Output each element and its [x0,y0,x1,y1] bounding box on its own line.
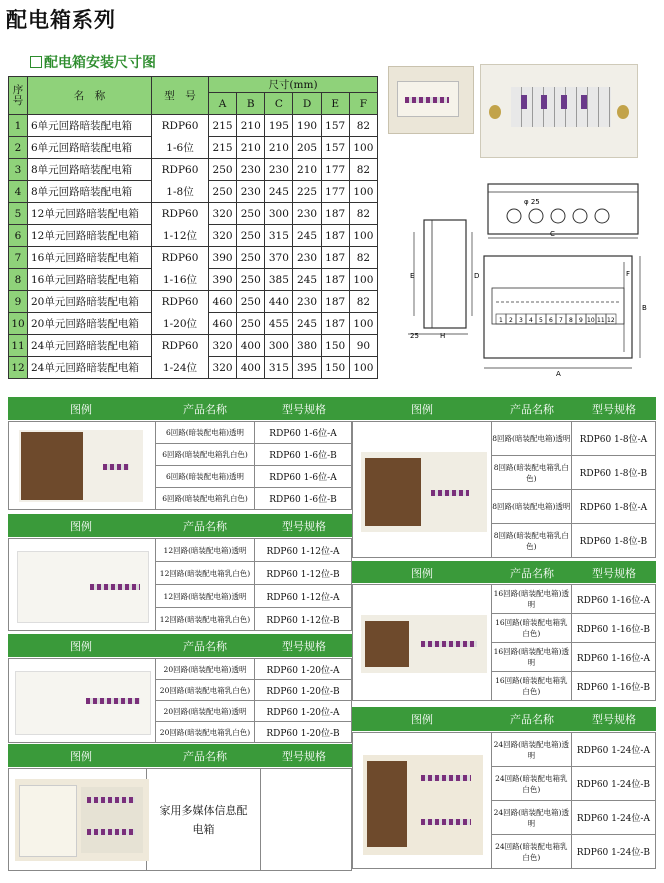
header-image: 图例 [411,567,433,580]
header-spec: 型号规格 [592,713,636,726]
dimension-drawing [384,176,660,386]
product-name: 12回路(暗装配电箱乳白色) [156,562,255,585]
product-photo-media [15,779,149,861]
product-name: 16回路(暗装配电箱)透明 [491,585,571,614]
header-name: 产品名称 [183,520,227,533]
dim-value: 455 [265,313,293,335]
header-spec: 型号规格 [282,640,326,653]
dim-value: 250 [237,269,265,291]
dim-a-label: A [556,370,561,378]
dim-value: 250 [237,313,265,335]
breaker-number: 1 [499,317,503,324]
product-name: 20回路(暗装配电箱)透明 [156,659,255,680]
spec-row [9,357,378,379]
dim-value: 230 [293,247,321,269]
row-product-name: 16单元回路暗装配电箱 [28,247,152,269]
dim-value: 320 [209,357,237,379]
product-name: 8回路(暗装配电箱乳白色) [491,524,571,558]
checkbox-square-icon [30,56,42,68]
dim-value: 90 [349,335,377,357]
dim-value: 370 [265,247,293,269]
top-view-outline [488,184,638,234]
dim-value: 400 [237,357,265,379]
page-title: 配电箱系列 [6,8,116,32]
row-index: 8 [9,269,28,291]
catalog-table-8 [352,421,656,558]
breaker-number: 4 [529,317,533,324]
catalog-header-left-4 [8,744,352,767]
header-image: 图例 [411,713,433,726]
dim-value: 100 [349,137,377,159]
dim-b-label: B [642,304,647,312]
product-name: 6回路(暗装配电箱乳白色) [156,488,255,510]
dim-value: 315 [265,357,293,379]
dim-value: 205 [293,137,321,159]
product-spec: RDP60 1-24位-B [571,767,655,801]
header-image: 图例 [411,403,433,416]
dim-value: 245 [293,225,321,247]
row-index: 11 [9,335,28,357]
header-image: 图例 [70,640,92,653]
dim-value: 100 [349,357,377,379]
row-model: RDP60 [152,291,209,313]
dim-value: 390 [209,247,237,269]
section-subtitle [30,52,156,72]
dim-value: 82 [349,159,377,181]
header-image: 图例 [70,403,92,416]
product-spec: RDP60 1-6位-B [255,444,352,466]
row-model: 1-12位 [152,225,209,247]
dim-h-label: H [440,332,446,340]
catalog-header-left-2 [8,514,352,537]
header-name: 产品名称 [510,713,554,726]
dim-value: 315 [265,225,293,247]
dim-value: 100 [349,269,377,291]
catalog-table-media [8,768,352,871]
breaker-number-row [496,314,616,324]
dim-value: 230 [237,181,265,203]
product-spec: RDP60 1-24位-A [571,733,655,767]
dim-value: 245 [265,181,293,203]
product-photo-12 [17,551,149,623]
row-index: 7 [9,247,28,269]
front-view-outline [484,256,632,358]
spec-row [9,115,378,137]
row-model: 1-16位 [152,269,209,291]
product-name: 8回路(暗装配电箱)透明 [491,422,571,456]
product-spec: RDP60 1-16位-B [571,614,655,643]
row-product-name: 8单元回路暗装配电箱 [28,159,152,181]
spec-row [9,181,378,203]
dim-value: 460 [209,291,237,313]
dim-value: 210 [265,137,293,159]
breaker-number: 2 [509,317,513,324]
product-name: 24回路(暗装配电箱乳白色) [491,767,571,801]
catalog-table-12 [8,538,352,631]
row-model: RDP60 [152,203,209,225]
dim-value: 250 [237,291,265,313]
spec-row [9,159,378,181]
dim-value: 100 [349,313,377,335]
row-model: 1-6位 [152,137,209,159]
breaker-number: 8 [569,317,573,324]
dim-value: 82 [349,115,377,137]
product-name: 6回路(暗装配电箱)透明 [156,422,255,444]
product-spec: RDP60 1-16位-A [571,585,655,614]
dim-value: 230 [237,159,265,181]
product-name: 12回路(暗装配电箱)透明 [156,539,255,562]
product-photo-16 [361,615,487,673]
product-name: 16回路(暗装配电箱)透明 [491,643,571,672]
dim-value: 187 [321,291,349,313]
header-name: 名 称 [28,77,152,115]
product-spec: RDP60 1-16位-A [571,643,655,672]
row-model: RDP60 [152,247,209,269]
product-name: 16回路(暗装配电箱乳白色) [491,672,571,701]
dim-value: 177 [321,181,349,203]
breaker-number: 5 [539,317,543,324]
product-name: 24回路(暗装配电箱)透明 [491,733,571,767]
dim-value: 195 [265,115,293,137]
row-index: 6 [9,225,28,247]
dim-value: 210 [237,137,265,159]
header-spec: 型号规格 [282,520,326,533]
header-col-f: F [349,93,377,115]
dim-value: 150 [321,357,349,379]
dim-value: 225 [293,181,321,203]
header-spec: 型号规格 [592,403,636,416]
dim-value: 215 [209,115,237,137]
spec-row [9,203,378,225]
breaker-number: 11 [597,317,605,324]
dim-value: 250 [237,203,265,225]
dim-value: 100 [349,225,377,247]
header-model: 型 号 [152,77,209,115]
product-name: 20回路(暗装配电箱乳白色) [156,680,255,701]
spec-table [8,76,378,379]
header-spec: 型号规格 [282,750,326,763]
dim-value: 395 [293,357,321,379]
catalog-header-right-1 [352,397,656,420]
dim-value: 187 [321,225,349,247]
spec-row [9,225,378,247]
row-product-name: 6单元回路暗装配电箱 [28,137,152,159]
product-photo-6 [19,430,143,502]
catalog-header-left-1 [8,397,352,420]
dim-value: 380 [293,335,321,357]
header-image: 图例 [70,750,92,763]
dim-value: 150 [321,335,349,357]
breaker-number: 12 [607,317,615,324]
dim-value: 210 [237,115,265,137]
dim-value: 187 [321,247,349,269]
header-col-c: C [265,93,293,115]
dim-value: 82 [349,291,377,313]
dim-value: 250 [209,181,237,203]
product-name: 20回路(暗装配电箱乳白色) [156,722,255,743]
dim-phi-label: φ 25 [524,198,540,206]
row-product-name: 16单元回路暗装配电箱 [28,269,152,291]
product-photo-open-box [388,66,474,134]
breaker-number: 7 [559,317,563,324]
dim-value: 187 [321,269,349,291]
dim-value: 320 [209,225,237,247]
row-index: 12 [9,357,28,379]
product-spec: RDP60 1-6位-B [255,488,352,510]
dim-value: 460 [209,313,237,335]
header-name: 产品名称 [183,403,227,416]
row-index: 2 [9,137,28,159]
knockout-holes [507,209,609,223]
row-product-name: 8单元回路暗装配电箱 [28,181,152,203]
product-spec: RDP60 1-20位-B [255,722,352,743]
header-col-d: D [293,93,321,115]
row-product-name: 24单元回路暗装配电箱 [28,335,152,357]
dim-f-label: F [626,270,631,278]
dim-value: 250 [237,247,265,269]
product-photo-breakers [480,64,638,158]
row-model: 1-20位 [152,313,209,335]
row-index: 10 [9,313,28,335]
dim-c-label: C [550,230,555,238]
product-spec: RDP60 1-6位-A [255,466,352,488]
dim-d-label: D [474,272,480,280]
spec-row [9,291,378,313]
product-spec [260,769,351,871]
dim-value: 250 [237,225,265,247]
side-view-outline [424,220,466,328]
product-spec: RDP60 1-20位-A [255,701,352,722]
row-model: 1-8位 [152,181,209,203]
row-product-name: 6单元回路暗装配电箱 [28,115,152,137]
dim-value: 230 [293,291,321,313]
product-name: 6回路(暗装配电箱乳白色) [156,444,255,466]
spec-row [9,137,378,159]
header-spec: 型号规格 [282,403,326,416]
product-photo-24 [363,755,483,855]
header-col-b: B [237,93,265,115]
product-spec: RDP60 1-12位-A [255,585,352,608]
header-spec: 型号规格 [592,567,636,580]
product-spec: RDP60 1-20位-A [255,659,352,680]
product-name: 8回路(暗装配电箱乳白色) [491,456,571,490]
breaker-number: 9 [579,317,583,324]
catalog-header-left-3 [8,634,352,657]
dim-e-label: E [410,272,415,280]
product-spec: RDP60 1-24位-A [571,801,655,835]
dim-value: 300 [265,335,293,357]
product-spec: RDP60 1-8位-B [571,456,655,490]
product-spec: RDP60 1-12位-B [255,608,352,631]
header-col-e: E [321,93,349,115]
product-photo-20 [15,671,151,735]
product-spec: RDP60 1-12位-A [255,539,352,562]
dim-value: 187 [321,313,349,335]
product-name: 24回路(暗装配电箱)透明 [491,801,571,835]
row-index: 3 [9,159,28,181]
dim-value: 82 [349,203,377,225]
catalog-table-6 [8,421,352,510]
row-product-name: 12单元回路暗装配电箱 [28,203,152,225]
header-name: 产品名称 [510,567,554,580]
product-name: 16回路(暗装配电箱乳白色) [491,614,571,643]
header-idx: 序号 [9,77,28,115]
header-name: 产品名称 [183,750,227,763]
row-model: 1-24位 [152,357,209,379]
breaker-number: 3 [519,317,523,324]
product-spec: RDP60 1-8位-A [571,490,655,524]
dim-value: 82 [349,247,377,269]
catalog-header-right-3 [352,707,656,731]
product-name: 家用多媒体信息配电箱 [147,769,261,871]
dim-value: 157 [321,137,349,159]
product-name: 24回路(暗装配电箱乳白色) [491,835,571,869]
dim-value: 320 [209,335,237,357]
product-spec: RDP60 1-6位-A [255,422,352,444]
catalog-table-24 [352,732,656,869]
product-spec: RDP60 1-8位-A [571,422,655,456]
row-product-name: 20单元回路暗装配电箱 [28,313,152,335]
header-name: 产品名称 [510,403,554,416]
row-model: RDP60 [152,159,209,181]
row-model: RDP60 [152,335,209,357]
dim-value: 157 [321,115,349,137]
product-spec: RDP60 1-20位-B [255,680,352,701]
catalog-table-20 [8,658,352,743]
spec-row [9,269,378,291]
header-name: 产品名称 [183,640,227,653]
product-name: 6回路(暗装配电箱)透明 [156,466,255,488]
catalog-table-16 [352,584,656,701]
row-product-name: 12单元回路暗装配电箱 [28,225,152,247]
dim-value: 190 [293,115,321,137]
dim-value: 390 [209,269,237,291]
row-index: 9 [9,291,28,313]
row-product-name: 24单元回路暗装配电箱 [28,357,152,379]
dim-value: 320 [209,203,237,225]
product-spec: RDP60 1-8位-B [571,524,655,558]
spec-row [9,335,378,357]
row-index: 5 [9,203,28,225]
dim-value: 385 [265,269,293,291]
spec-row [9,247,378,269]
header-dim: 尺寸(mm) [209,77,378,93]
product-name: 20回路(暗装配电箱)透明 [156,701,255,722]
product-name: 12回路(暗装配电箱乳白色) [156,608,255,631]
dim-value: 100 [349,181,377,203]
header-image: 图例 [70,520,92,533]
dim-value: 177 [321,159,349,181]
dim-25-label: 25 [410,332,419,340]
dim-value: 245 [293,269,321,291]
catalog-header-right-2 [352,561,656,583]
breaker-number: 10 [587,317,595,324]
dim-value: 230 [293,203,321,225]
dim-value: 210 [293,159,321,181]
spec-row [9,313,378,335]
dim-value: 300 [265,203,293,225]
dim-value: 245 [293,313,321,335]
header-col-a: A [209,93,237,115]
product-name: 12回路(暗装配电箱)透明 [156,585,255,608]
product-name: 8回路(暗装配电箱)透明 [491,490,571,524]
dim-value: 230 [265,159,293,181]
product-spec: RDP60 1-16位-B [571,672,655,701]
product-spec: RDP60 1-12位-B [255,562,352,585]
subtitle-text: 配电箱安装尺寸图 [44,55,156,71]
dim-value: 400 [237,335,265,357]
row-product-name: 20单元回路暗装配电箱 [28,291,152,313]
row-index: 4 [9,181,28,203]
row-index: 1 [9,115,28,137]
dim-value: 215 [209,137,237,159]
dim-value: 187 [321,203,349,225]
product-photo-8 [361,452,487,532]
product-spec: RDP60 1-24位-B [571,835,655,869]
dim-value: 440 [265,291,293,313]
row-model: RDP60 [152,115,209,137]
breaker-number: 6 [549,317,553,324]
dim-value: 250 [209,159,237,181]
